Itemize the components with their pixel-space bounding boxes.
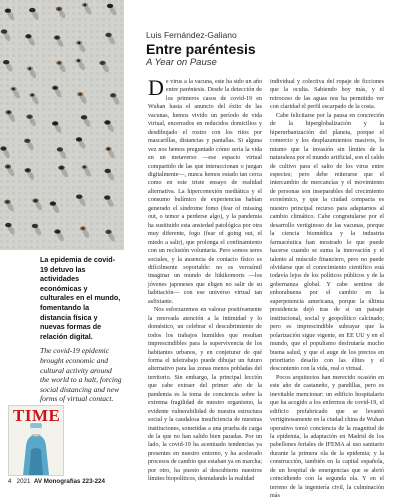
- drop-cap: D: [148, 75, 164, 100]
- hero-photo: [0, 0, 124, 250]
- article-header: [146, 30, 386, 68]
- footer-year: 2021: [16, 478, 31, 485]
- author-name: Luis Fernández-Galiano: [146, 30, 237, 40]
- caption-spanish: La epidemia de covid-19 detuvo las actividades económicas y culturales en el mundo, fomentando la distancia física y nuevas formas de relación digital.: [40, 255, 121, 341]
- article-title: Entre paréntesis: [146, 41, 256, 57]
- body-paragraph: individual y colectiva del ropaje de ficciones que la oculta. Sabiendo hoy más, y el retroceso de las aguas nos ha permitido ver con claridad el perfil escarpado de la costa.: [270, 79, 384, 111]
- article-subtitle: A Year on Pause: [146, 57, 217, 68]
- footer-publication: AV Monografías 223-224: [33, 478, 105, 485]
- sidebar-caption: [40, 255, 122, 404]
- body-paragraph: Cabe felicitarse por la pausa en concreción de la hiperglobalización y la hiperurbanización del planeta, porque el comercio y los desplazamientos masivos, lo mismo que la invasión sin límites de la naturaleza por el mundo artificial, son el caldo de cultivo para el salto de los virus entre especies; pero debe reiterarse que el intercambio de mercancías y el movimiento de personas son inseparables del crecimiento económico, y que la ciudad compacta es nuestro principal recurso para adaptarnos al cambio climático. Cabe congratularse por el desarrollo vertiginoso de las vacunas, porque la ciencia biomédica y la industria farmacéutica han mostrado lo que puede hacerse cuando se suma la innovación y el talento al músculo financiero, pero no puede olvidarse que el conocimiento científico está todavía lejos de los políticos públicos y de la gobernanza global. Y cabe sentirse de enhorabuena por el cambio en la superpotencia americana, porque la última presidencia dejó tras de sí un paisaje institucional, social y geopolítico calcinado; pero es imprescindible subrayar que la polarización sigue vigente, en EE UU y en el mundo, que el populismo desfrutaría mucho buena salud, y que el auge de los precios en prioritario desafío con las élites y el descontento con la vida, real o virtual.: [270, 112, 384, 373]
- body-paragraph: De virus a la vacuna, este ha sido un año entre paréntesis. Desde la detección de los primeros casos de covid-19 en Wuhan hasta el anuncio del éxito de las vacunas, hemos vivido un período de vida virtual, encerrados en reducidos domicilios y desdibujado el rostro con los ritos por mascarillas, distancias y pantallas. Si alguna vez nos hemos preguntado cómo sería la vida en un metaverso —ese espacio virtual compartido de las que interaccionan o juegan digitalmente—, nunca hemos estado tan cerca como en este triste ensayo de realidad alternativa. La hiperconexión mediática y el consumo bulímico de experiencias habían generado el síndrome fomo (fear of missing out, o temor a perderse algo), y la pandemia ha sustituido esta ansiedad patológica por otra muy diferente, fogo (fear of going out, el miedo a salir), que prolonga el confinamiento con un reclusión voluntaria. Pero somos seres sociales, y la ausencia de contacto físico es difícilmente soportable: no es verosímil imaginar un mundo de hikikomoris —los jóvenes japoneses que eligen no salir de su habitación— con ese universo virtual tan asfixiante.: [148, 75, 262, 305]
- body-paragraph: Pocos arquitectos han merecido ocasión en este año de castaneño, y pandillas, pero es inevitable mencionar: un edificio hospitalario que ha acogido a los enfermos de covid-19, el edificio prefabricado que se levantó vertiginosamente en la ciudad china de Wuhan operativo tomó conciencia de la magnitud de la epidemia, la adaptación en Madrid de los pabellones feriales de IFEMA al uso sanitario durante la primera ola de la epidemia; y la construcción, también en la capital española, de un hospital de emergencias que se abrió coincidiendo con la segunda ola. Y en el terreno de la ingeniería civil, la culminación más: [270, 374, 384, 500]
- body-column-1: [148, 75, 262, 483]
- body-column-2: [270, 78, 384, 500]
- page-footer: [8, 478, 105, 485]
- page-number: 4: [8, 478, 12, 485]
- caption-english: The covid-19 epidemic brought economic and cultural activity around the world to a halt, forcing social distancing and new forms of virtual contact.: [40, 346, 122, 404]
- aerial-people-illustration: [0, 0, 124, 250]
- cover-masthead: TIME: [13, 406, 61, 425]
- body-paragraph: Nos esforzaremos en valorar positivamente la renovada atención a la intimidad y lo doméstico, un celebrar el descubrimiento de todos los trabajos humildes que resultan imprescindibles para la supervivencia de los habitantes urbanos, y en conjeturar de qué forma el teletrabajo puede dibujar un futuro alternativo para las zonas menos pobladas del territorio. Sin embargo, la principal lección que cabe extraer del primer año de la pandemia es la toma de conciencia sobre la extrema fragilidad de nuestro organismo, la evidente vulnerabilidad de nuestra estructura social y la caudalosa insuficiencia de nuestras instituciones, sometidas a una prueba de carga de la que no han salido bien paradas. Por un lado, la covid-19 ha acentuado tendencias ya presentes en nuestro entorno, y ha acelerado procesos de cambio que estaban ya en marcha; por otro, ha puesto al descubierto nuestros límites biopolíticos, desnudando la realidad: [148, 307, 262, 483]
- magazine-cover-thumbnail: [8, 405, 64, 476]
